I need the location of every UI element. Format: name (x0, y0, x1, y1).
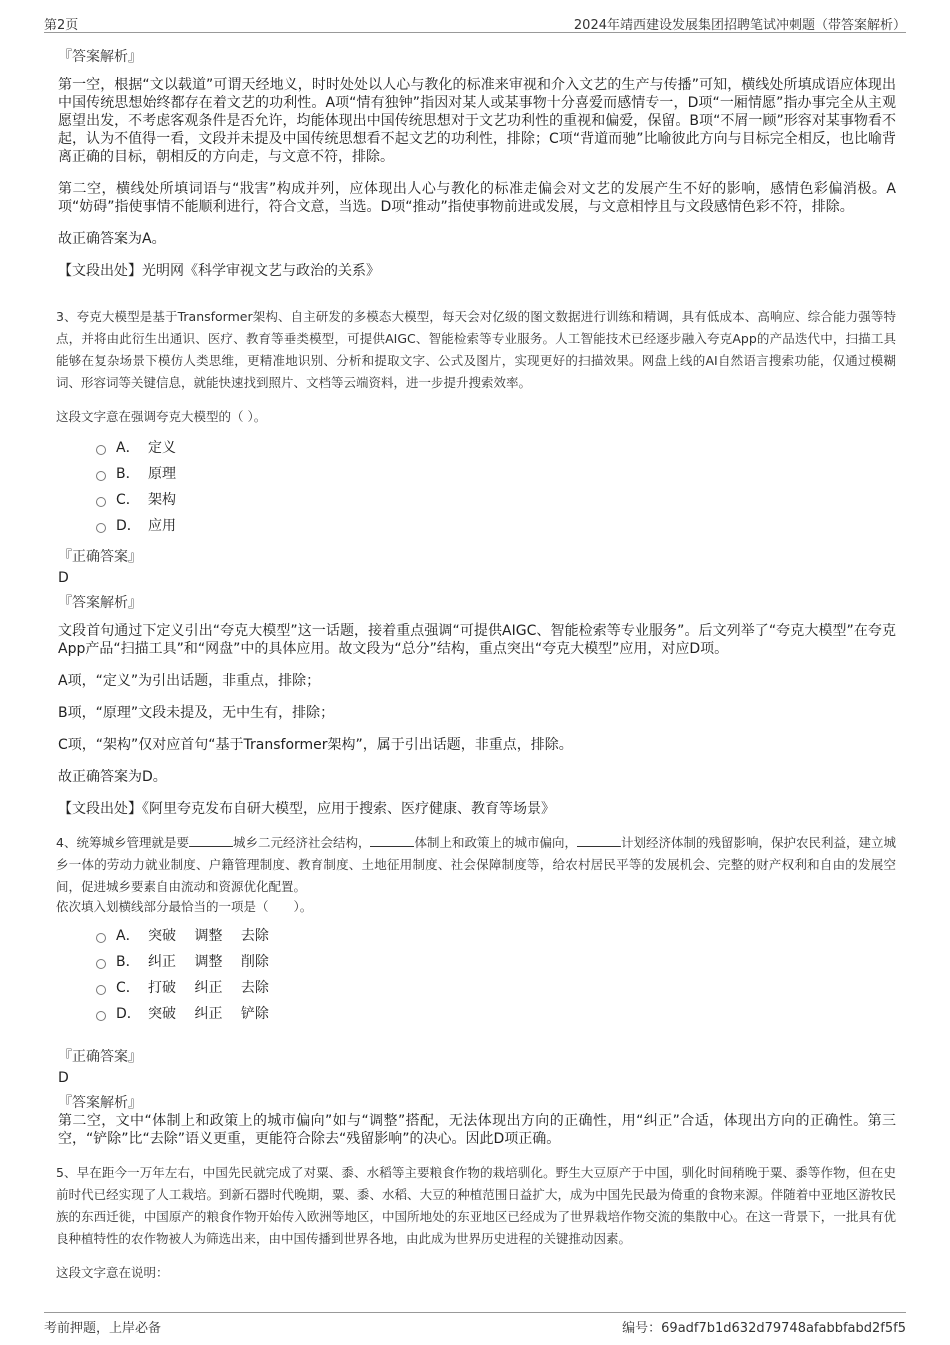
q4-stem: 4、统筹城乡管理就是要 城乡二元经济社会结构， 体制上和政策上的城市偏向， 计划经济体制的残留影响，保护农民利益，建立城乡一体的劳动力就业制度、户籍管理制度、教育制度、土地征用制度、社会保障制度等，给农村居民平等的发展机会、完整的财产权利和自由的发展空间，促进城乡要素自由流动和资源优化配置。 (56, 835, 897, 894)
q3-options (96, 434, 896, 538)
q4-option-c[interactable]: C． 打破 纠正 去除 (96, 974, 896, 1000)
analysis-label: 『答案解析』 (58, 595, 142, 611)
radio-button[interactable] (96, 959, 106, 969)
q4-analysis: 第二空，文中“体制上和政策上的城市偏向”如与“调整”搭配，无法体现出方向的正确性，用“纠正”合适，体现出方向的正确性。第三空，“铲除”比“去除”语义更重，更能符合除去“残留影响”的决心。因此D项正确。 (58, 1113, 896, 1147)
q5-question: 这段文字意在说明： (56, 1265, 169, 1280)
footer-slogan: 考前押题，上岸必备 (44, 1321, 162, 1336)
q3-option-b[interactable]: B． 原理 (96, 460, 896, 486)
q4-option-d[interactable]: D． 突破 纠正 铲除 (96, 1000, 896, 1026)
q3-analysis-p4: C项，“架构”仅对应首句“基于Transformer架构”，属于引出话题，非重点，排除。 (58, 737, 573, 753)
q4-answer: D (58, 1070, 69, 1086)
fill-blank (577, 834, 621, 847)
document-title: 2024年靖西建设发展集团招聘笔试冲刺题（带答案解析） (573, 18, 906, 33)
q3-analysis-p2: A项，“定义”为引出话题，非重点，排除； (58, 673, 321, 689)
fill-blank (189, 834, 233, 847)
q2-source: 【文段出处】光明网《科学审视文艺与政治的关系》 (58, 263, 380, 279)
q3-option-c[interactable]: C． 架构 (96, 486, 896, 512)
page-number: 第2页 (44, 18, 79, 33)
q3-analysis-p3: B项，“原理”文段未提及，无中生有，排除； (58, 705, 335, 721)
document-code: 编号：69adf7b1d632d79748afabbfabd2f5f5 (622, 1321, 906, 1336)
page-footer (44, 1312, 906, 1335)
q4-option-b[interactable]: B． 纠正 调整 削除 (96, 948, 896, 974)
radio-button[interactable] (96, 445, 106, 455)
radio-button[interactable] (96, 1011, 106, 1021)
analysis-label: 『答案解析』 (58, 49, 142, 65)
analysis-label: 『答案解析』 (58, 1095, 142, 1111)
radio-button[interactable] (96, 523, 106, 533)
radio-button[interactable] (96, 933, 106, 943)
radio-button[interactable] (96, 471, 106, 481)
radio-button[interactable] (96, 497, 106, 507)
correct-answer-label: 『正确答案』 (58, 549, 142, 565)
correct-answer-label: 『正确答案』 (58, 1049, 142, 1065)
radio-button[interactable] (96, 985, 106, 995)
q5-stem: 5、早在距今一万年左右，中国先民就完成了对粟、黍、水稻等主要粮食作物的栽培驯化。野生大豆原产于中国，驯化时间稍晚于粟、黍等作物，但在史前时代已经实现了人工栽培。到新石器时代晚期，粟、黍、水稻、大豆的种植范围日益扩大，成为中国先民最为倚重的食物来源。伴随着中亚地区游牧民族的东西迁徙，中国原产的粮食作物开始传入欧洲等地区，中国所地处的东亚地区已经成为了世界栽培作物交流的集散中心。在这一背景下，一批具有优良种植特性的农作物被人为筛选出来，由中国传播到世界各地，由此成为世界历史进程的关键推动因素。 (56, 1165, 896, 1246)
q4-question: 依次填入划横线部分最恰当的一项是（ ）。 (56, 899, 313, 914)
q3-answer: D (58, 570, 69, 586)
q4-option-a[interactable]: A． 突破 调整 去除 (96, 922, 896, 948)
document-body (56, 40, 896, 1290)
q3-source: 【文段出处】《阿里夸克发布自研大模型，应用于搜索、医疗健康、教育等场景》 (58, 801, 555, 817)
q2-analysis-p1: 第一空，根据“文以载道”可谓天经地义，时时处处以人心与教化的标准来审视和介入文艺的生产与传播”可知，横线处所填成语应体现出中国传统思想始终都存在着文艺的功利性。A项“情有独钟”指因对某人或某事物十分喜爱而感情专一，D项“一厢情愿”指办事完全从主观愿望出发，不考虑客观条件是否允许，均能体现出中国传统思想对于文艺功利性的重视和偏爱，保留。B项“不屑一顾”形容对某事物看不起，认为不值得一看，文段并未提及中国传统思想看不起文艺的功利性，排除；C项“背道而驰”比喻彼此方向与目标完全相反，也比喻背离正确的目标，朝相反的方向走，与文意不符，排除。 (58, 77, 896, 165)
q3-stem: 3、夸克大模型是基于Transformer架构、自主研发的多模态大模型，每天会对亿级的图文数据进行训练和精调，具有低成本、高响应、综合能力强等特点，并将由此衍生出通识、医疗、教育等垂类模型，可提供AIGC、智能检索等专业服务。人工智能技术已经逐步融入夸克App的产品迭代中，扫描工具能够在复杂场景下模仿人类思维，更精准地识别、分析和提取文字、公式及图片，实现更好的扫描效果。网盘上线的AI自然语言搜索功能，仅通过模糊词、形容词等关键信息，就能快速找到照片、文档等云端资料，进一步提升搜索效率。 (56, 309, 896, 390)
q3-option-d[interactable]: D． 应用 (96, 512, 896, 538)
q2-analysis-p2: 第二空，横线处所填词语与“戕害”构成并列，应体现出人心与教化的标准走偏会对文艺的发展产生不好的影响，感情色彩偏消极。A项“妨碍”指使事情不能顺利进行，符合文意，当选。D项“推动”指使事物前进或发展，与文意相悖且与文段感情色彩不符，排除。 (58, 181, 896, 215)
q3-option-a[interactable]: A． 定义 (96, 434, 896, 460)
q2-analysis-p3: 故正确答案为A。 (58, 231, 166, 247)
page-header (44, 12, 906, 33)
q3-question: 这段文字意在强调夸克大模型的（ ）。 (56, 409, 267, 424)
q4-options (96, 922, 896, 1026)
fill-blank (370, 834, 414, 847)
q3-analysis-p1: 文段首句通过下定义引出“夸克大模型”这一话题，接着重点强调“可提供AIGC、智能检索等专业服务”。后文列举了“夸克大模型”在夸克App产品“扫描工具”和“网盘”中的具体应用。故文段为“总分”结构，重点突出“夸克大模型”应用，对应D项。 (58, 623, 896, 657)
q3-analysis-p5: 故正确答案为D。 (58, 769, 167, 785)
